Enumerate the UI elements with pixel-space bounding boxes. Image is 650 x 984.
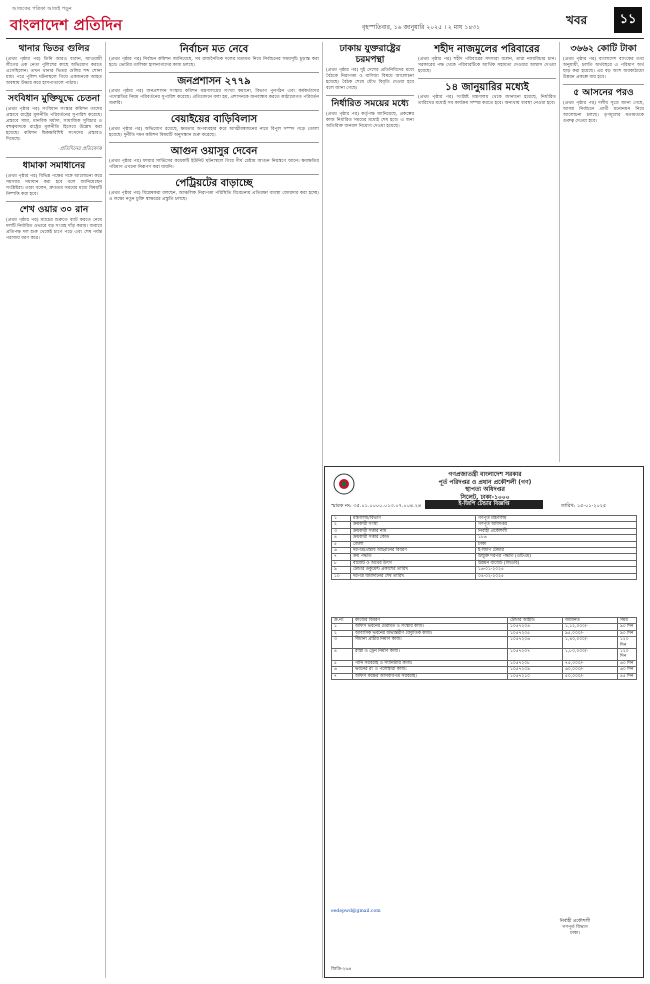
table-cell: পানি সরবরাহ ও স্যানিটারি কাজ। xyxy=(353,660,508,666)
newspaper-page xyxy=(6,4,644,980)
table-cell: ১০৫৭২১০ xyxy=(508,673,563,679)
table-cell: উন্নয়ন বাজেট (জিওবি) xyxy=(476,560,637,566)
table-cell: ১৬-০১-২০২৫ xyxy=(476,567,637,573)
headline: ১৪ জানুয়ারির মধ্যেই xyxy=(445,82,529,93)
headline: থানার ভিতর গুলির xyxy=(18,44,90,54)
table-cell: আবাসিক ভবনের অভ্যন্তরীণ বৈদ্যুতিক কাজ। xyxy=(353,630,508,636)
column-2 xyxy=(109,42,319,978)
headline: ঢাকায় যুক্তরাষ্ট্রের চরমপন্থা xyxy=(339,44,401,65)
table-cell: ১৮৬ xyxy=(476,535,637,541)
table-cell: ৪ xyxy=(332,649,353,661)
table-cell: টেন্ডার আইডি xyxy=(508,618,563,624)
headline: শেখ ওয়ার ৩০ রান xyxy=(19,205,89,215)
article-body: (প্রথম পৃষ্ঠার পর) সংশ্লিষ্ট মন্ত্রণালয় থেকে জানানো হয়েছে, নির্ধারিত তারিখের মধ্যেই সব কার্যক্রম সম্পন্ন করতে হবে। অন্যথায় ব্যবস্থা নেওয়া হবে। xyxy=(418,95,556,106)
divider xyxy=(109,72,319,73)
notice-work-table xyxy=(331,617,637,680)
table-row xyxy=(332,673,637,679)
table-cell: ৯ xyxy=(332,567,351,573)
table-cell: ৩ xyxy=(332,528,351,534)
table-cell: ভবনের রং ও পলেস্তারা কাজ। xyxy=(353,667,508,673)
article-body: (প্রথম পৃষ্ঠার পর) কর্তৃপক্ষ জানিয়েছে, প্রকল্পের কাজ নির্ধারিত সময়ের মধ্যেই শেষ হবে। এ জন্য অতিরিক্ত জনবল নিয়োগ দেওয়া হয়েছে। xyxy=(326,112,414,129)
headline: বেয়াইয়ের বাড়িবিলাস xyxy=(170,114,258,125)
article-body: (প্রথম পৃষ্ঠার পর) দুই দেশের প্রতিনিধিদের মধ্যে বৈঠকে নিরাপত্তা ও বাণিজ্য বিষয়ে আলোচনা হয়েছে। বৈঠক শেষে যৌথ বিবৃতি দেওয়া হবে বলে জানা গেছে। xyxy=(326,68,414,91)
headline: আগুন ওয়াসুর দেবেন xyxy=(170,146,258,157)
column-5 xyxy=(563,42,644,462)
table-cell: অফিস কক্ষের আসবাবপত্র সরবরাহ। xyxy=(353,673,508,679)
headline: সংবিধান মুক্তিযুদ্ধে চেতনা xyxy=(8,94,100,104)
table-cell: ক্র.নং xyxy=(332,618,353,624)
article-body: (প্রথম পৃষ্ঠার পর) ফায়ার সার্ভিসের কয়েকটি ইউনিট ঘটনাস্থলে গিয়ে দীর্ঘ চেষ্টায় আগুন নিয়ন্ত্রণে আনে। ক্ষয়ক্ষতির পরিমাণ এখনো নিরূপণ করা যায়নি। xyxy=(109,159,319,170)
column-3 xyxy=(326,42,414,462)
notice-header-line: পূর্ত পরিদপ্তর ও প্রধান প্রকৌশলী (গণ) xyxy=(438,478,532,486)
article-body: (প্রথম পৃষ্ঠার পর) শহীদ পরিবারের সদস্যরা বলেন, তারা ন্যায়বিচার চান। সরকারের পক্ষ থেকে পরিবারটিকে আর্থিক সহায়তা দেওয়ার আশ্বাস দেওয়া হয়েছে। xyxy=(418,57,556,74)
notice-signoff xyxy=(515,919,635,937)
notice-date: তারিখ: ১৫-০১-২০২৫ xyxy=(561,503,607,509)
table-cell: ১০৫৭২০৫ xyxy=(508,630,563,636)
table-cell: ১ xyxy=(332,624,353,630)
headline: শহীদ নাজমুলের পরিবারের xyxy=(434,44,540,55)
table-cell: গণপূর্ত অধিদপ্তর xyxy=(476,522,637,528)
table-cell: ই-জিপি টেন্ডার xyxy=(476,548,637,554)
table-cell: দরপত্র জমাদানের শেষ তারিখ xyxy=(351,573,476,579)
column-divider xyxy=(105,42,106,978)
table-cell: ৭৫,০০০/- xyxy=(563,660,618,666)
notice-info-table xyxy=(331,515,637,580)
table-cell: ১ xyxy=(332,516,351,522)
table-cell: ১০৫৭২০৬ xyxy=(508,637,563,649)
table-cell: ৯৫,০০০/- xyxy=(563,630,618,636)
table-cell: ০৪-০২-২০২৫ xyxy=(476,573,637,579)
table-cell: অফিস ভবনের মেরামত ও সংস্কার কাজ। xyxy=(353,624,508,630)
divider xyxy=(418,78,556,79)
table-cell: ১,১২,০০০/- xyxy=(563,624,618,630)
table-cell: ক্রয়কারী সংস্থা xyxy=(351,522,476,528)
table-cell: মন্ত্রণালয়/বিভাগ xyxy=(351,516,476,522)
article-body: (প্রথম পৃষ্ঠার পর) বিভিন্ন পক্ষের সঙ্গে আলোচনা করে সমস্যার সমাধান করা হবে বলে জানিয়েছেন সংশ্লিষ্টরা। তারা বলেন, দ্রুততম সময়ের মধ্যে বিষয়টি নিষ্পত্তি করা হবে। xyxy=(6,174,102,197)
table-row xyxy=(332,649,637,661)
table-cell: ১০ xyxy=(332,573,351,579)
table-cell: ৯০ দিন xyxy=(618,624,637,630)
notice-header-line: স্থাপত্য অধিদপ্তর xyxy=(465,486,505,493)
table-cell: সময় xyxy=(618,618,637,624)
table-cell: ৬০,০০০/- xyxy=(563,667,618,673)
headline: ৫ আসনের পরও xyxy=(573,88,634,98)
table-row xyxy=(332,637,637,649)
table-cell: বাজেট ও অর্থের উৎস xyxy=(351,560,476,566)
article-body: (প্রথম পৃষ্ঠার পর) ম্যাচের শুরুতে ব্যাট করতে নেমে দলটি নির্ধারিত ওভারে বড় সংগ্রহ দাঁড় করায়। জবাবে প্রতিপক্ষ দল শুরু থেকেই চাপে পড়ে এবং শেষ পর্যন্ত পরাজয় বরণ করে। xyxy=(6,218,102,241)
table-cell: ১০৫৭২০৯ xyxy=(508,667,563,673)
dateline: বৃহস্পতিবার, ১৬ জানুয়ারি ২০২৫ । ২ মাঘ ১৪৩১ xyxy=(362,24,481,31)
signoff-line: ঢাকা। xyxy=(569,931,581,936)
table-cell: ১২০ দিন xyxy=(618,637,637,649)
table-cell: ৭ xyxy=(332,554,351,560)
divider xyxy=(6,201,102,202)
table-cell: কাজের বিবরণ xyxy=(353,618,508,624)
headline: পেট্রিয়টের বাড়াচ্ছে xyxy=(175,178,253,189)
divider xyxy=(326,95,414,96)
table-cell: ৪৫ দিন xyxy=(618,673,637,679)
article-body: (প্রথম পৃষ্ঠার পর) অভিযোগ রয়েছে, ক্ষমতার অপব্যবহার করে আত্মীয়স্বজনের নামে বিপুল সম্পদ গড়ে তোলা হয়েছে। দুর্নীতি দমন কমিশন বিষয়টি অনুসন্ধান শুরু করেছে। xyxy=(109,127,319,138)
table-cell: ৬ xyxy=(332,548,351,554)
table-cell: ১,৮০,০০০/- xyxy=(563,649,618,661)
table-cell: ক্রয় পদ্ধতি xyxy=(351,554,476,560)
column-divider xyxy=(322,42,323,978)
notice-email: eedepwd@gmail.com xyxy=(331,909,381,914)
notice-header xyxy=(385,471,585,501)
headline: ধামাকা সমাধানের xyxy=(22,161,86,171)
table-cell: ৫ xyxy=(332,660,353,666)
table-cell: গণপূর্ত মন্ত্রণালয় xyxy=(476,516,637,522)
table-cell: টেন্ডার ডকুমেন্ট প্রকাশের তারিখ xyxy=(351,567,476,573)
table-cell: উন্মুক্ত দরপত্র পদ্ধতি (ওটিএম) xyxy=(476,554,637,560)
column-4 xyxy=(418,42,556,462)
headline: নির্বাচন মত নেবে xyxy=(179,44,249,55)
table-cell: ৯০ দিন xyxy=(618,630,637,636)
table-cell: নির্বাহী প্রকৌশলী xyxy=(476,528,637,534)
table-cell: ১০৫৭২০৮ xyxy=(508,660,563,666)
notice-header-line: গণপ্রজাতন্ত্রী বাংলাদেশ সরকার xyxy=(448,471,522,478)
divider xyxy=(109,174,319,175)
divider xyxy=(109,142,319,143)
page-number: ১১ xyxy=(614,7,642,33)
table-cell: ক্রয়কারী সত্তার কোড xyxy=(351,535,476,541)
masthead xyxy=(6,4,644,39)
table-cell: ২ xyxy=(332,630,353,636)
table-cell: সীমানা প্রাচীর নির্মাণ কাজ। xyxy=(353,637,508,649)
divider xyxy=(6,157,102,158)
notice-header-line: সিলেট, ঢাকা-১০০০ xyxy=(460,493,510,501)
article-body: (প্রথম পৃষ্ঠার পর) বিশ্লেষকরা বলছেন, আঞ্চলিক নিরাপত্তা পরিস্থিতি বিবেচনায় প্রতিরক্ষা ব্যবস্থা জোরদার করা হচ্ছে। এ লক্ষ্যে নতুন চুক্তি স্বাক্ষরের প্রস্তুতি চলছে। xyxy=(109,191,319,202)
article-body: (প্রথম পৃষ্ঠার পর) তিনি আরও বলেন, আওয়ামী লীগের এক নেতা পুলিশের কাছে অভিযোগ করতে এসেছিলেন। তখন থানার ভিতর গুলির শব্দ শোনা যায়। পরে পুলিশ ঘটনাস্থলে গিয়ে একজনকে আহত অবস্থায় উদ্ধার করে হাসপাতালে পাঠায়। xyxy=(6,57,102,86)
divider xyxy=(6,90,102,91)
table-cell: ১০৫৭২০৪ xyxy=(508,624,563,630)
divider xyxy=(563,84,644,85)
table-cell: ২ xyxy=(332,522,351,528)
table-cell: জামানত xyxy=(563,618,618,624)
table-cell: জেলা xyxy=(351,541,476,547)
table-cell: রাস্তা ও ড্রেন নির্মাণ কাজ। xyxy=(353,649,508,661)
table-cell: ৫ xyxy=(332,541,351,547)
divider xyxy=(109,110,319,111)
table-row xyxy=(332,573,637,579)
byline: -প্রতিদিনের প্রতিবেদক xyxy=(58,146,102,152)
tagline: আজকের পত্রিকা আজই পড়ুন xyxy=(12,6,72,12)
table-cell: ঢাকা xyxy=(476,541,637,547)
article-body: (প্রথম পৃষ্ঠার পর) বাংলাদেশ ব্যাংকের তথ্য অনুযায়ী, চলতি অর্থবছরে এ পরিমাণ অর্থ ছাড় করা হয়েছে। এর বড় অংশ অবকাঠামো উন্নয়ন প্রকল্পে ব্যয় হবে। xyxy=(563,57,644,80)
table-cell: ৮ xyxy=(332,560,351,566)
signoff-line: গণপূর্ত বিভাগ xyxy=(562,925,588,930)
table-cell: ৩ xyxy=(332,637,353,649)
table-cell: ৫০,০০০/- xyxy=(563,673,618,679)
article-body: (প্রথম পৃষ্ঠার পর) জনপ্রশাসন সংস্কার কমিশন মন্ত্রণালয়ের সংখ্যা কমানো, বিভাগ পুনর্গঠন এবং কর্মকর্তাদের পদোন্নতির নিয়ম পরিবর্তনের সুপারিশ করেছে। প্রতিবেদনে বলা হয়, প্রশাসনকে জনবান্ধব করতে কাঠামোগত পরিবর্তন জরুরি। xyxy=(109,89,319,106)
article-body: (প্রথম পৃষ্ঠার পর) দলীয় সূত্রে জানা গেছে, আসন্ন নির্বাচনে প্রার্থী মনোনয়ন নিয়ে আলোচনা চলছে। তৃণমূলের মতামতকে গুরুত্ব দেওয়া হবে। xyxy=(563,101,644,124)
table-cell: ৬ xyxy=(332,667,353,673)
brand-logo: বাংলাদেশ প্রতিদিন xyxy=(10,16,123,34)
column-1 xyxy=(6,42,102,978)
tender-notice xyxy=(324,466,644,978)
table-cell: ক্রয়কারী সত্তার নাম xyxy=(351,528,476,534)
article-body: (প্রথম পৃষ্ঠার পর) নির্বাচন কমিশন জানিয়েছে, সব রাজনৈতিক দলের মতামত নিয়ে নির্বাচনের সময়সূচি চূড়ান্ত করা হবে। ভোটার তালিকা হালনাগাদের কাজ চলছে। xyxy=(109,57,319,68)
notice-ref: স্মারক নং: ৩৫.০১.০০০০.০১৩.০৭.০০৪.২৪ xyxy=(331,503,422,509)
table-cell: ৪ xyxy=(332,535,351,541)
table-cell: ৭ xyxy=(332,673,353,679)
signoff-line: নির্বাহী প্রকৌশলী xyxy=(559,919,591,924)
headline: নির্ধারিত সময়ের মধ্যে xyxy=(331,99,409,109)
table-cell: দরপত্র/প্রস্তাব আহ্বানের বিবরণ xyxy=(351,548,476,554)
headline: ৩৬৬২ কোটি টাকা xyxy=(570,44,637,54)
notice-footer-ref: জিডি-২৬৪ xyxy=(331,967,352,972)
article-body: (প্রথম পৃষ্ঠার পর) সংবিধান সংস্কার কমিশন তাদের প্রস্তাবে রাষ্ট্রের মূলনীতি পরিবর্তনের সুপারিশ করেছে। প্রস্তাবে সাম্য, মানবিক মর্যাদা, সামাজিক সুবিচার ও বহুত্ববাদকে রাষ্ট্রের মূলনীতি হিসেবে উল্লেখ করা হয়েছে। কমিশন দ্বিকক্ষবিশিষ্ট সংসদের প্রস্তাবও দিয়েছে। xyxy=(6,107,102,142)
table-cell: ১০৫৭২০৭ xyxy=(508,649,563,661)
government-seal-icon xyxy=(333,473,355,495)
table-cell: ৬০ দিন xyxy=(618,667,637,673)
table-cell: ১,৪০,০০০/- xyxy=(563,637,618,649)
column-divider xyxy=(559,42,560,462)
table-cell: ৬০ দিন xyxy=(618,660,637,666)
table-cell: ১২০ দিন xyxy=(618,649,637,661)
notice-title: ই-জিপি টেন্ডার বিজ্ঞপ্তি xyxy=(425,500,543,509)
section-name: খবর xyxy=(566,13,588,27)
headline: জনপ্রশাসন ২৭৭৯ xyxy=(177,76,251,87)
